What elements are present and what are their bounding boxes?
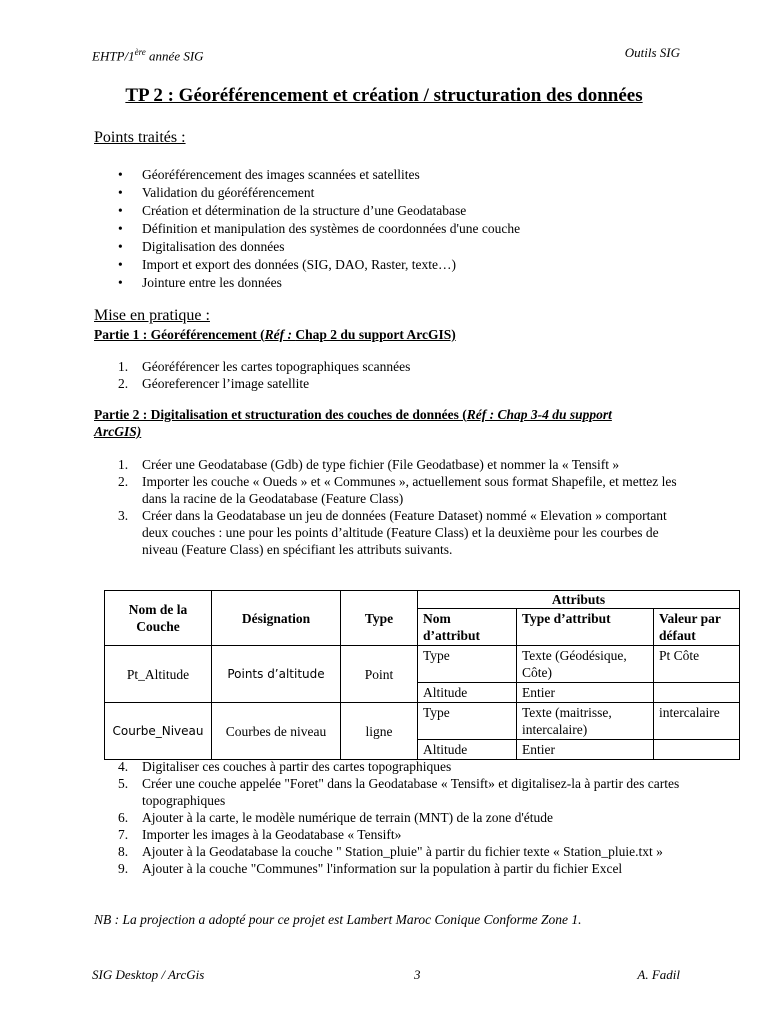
table-row (105, 703, 740, 740)
cell-designation: Points d’altitude (212, 646, 341, 703)
points-list (118, 166, 520, 292)
table-row (105, 646, 740, 683)
list-item: • Import et export des données (SIG, DAO, Raster, texte…) (118, 256, 520, 274)
footer-right: A. Fadil (637, 967, 680, 982)
cell-attr-nom: Altitude (418, 683, 517, 703)
cell-attr-type: Entier (517, 740, 654, 760)
cell-type: Point (341, 646, 418, 703)
th-designation: Désignation (212, 591, 341, 646)
list-item: 7. Importer les images à la Geodatabase « Tensift» (118, 827, 402, 842)
list-item: 2. Géoreferencer l’image satellite (118, 376, 310, 391)
list-item: • Digitalisation des données (118, 238, 520, 256)
cell-type: ligne (341, 703, 418, 760)
list-item: 8. Ajouter à la Geodatabase la couche " Station_pluie" à partir du fichier texte « Station_pluie.txt » (118, 844, 663, 859)
list-item: • Géoréférencement des images scannées et satellites (118, 166, 520, 184)
cell-attr-type: Texte (maitrisse, intercalaire) (517, 703, 654, 740)
cell-attr-type: Texte (Géodésique, Côte) (517, 646, 654, 683)
page-header (92, 44, 680, 64)
page-title: TP 2 : Géoréférencement et création / structuration des données (125, 85, 643, 106)
th-type-attribut: Type d’attribut (517, 609, 654, 646)
part1-steps (118, 358, 688, 392)
list-item: 1. Géoréférencer les cartes topographiques scannées (118, 359, 411, 374)
part2-steps-a (118, 456, 688, 558)
cell-attr-nom: Altitude (418, 740, 517, 760)
cell-attr-defaut (654, 683, 740, 703)
cell-attr-defaut: Pt Côte (654, 646, 740, 683)
list-item: • Jointure entre les données (118, 274, 520, 292)
th-valeur-defaut: Valeur par défaut (654, 609, 740, 646)
page-footer (92, 966, 680, 983)
page-number: 3 (414, 967, 421, 982)
part1-heading: Partie 1 : Géoréférencement (Réf : Chap 2 du support ArcGIS) (94, 327, 456, 342)
cell-couche: Pt_Altitude (105, 646, 212, 703)
nb-note: NB : La projection a adopté pour ce projet est Lambert Maroc Conique Conforme Zone 1. (94, 912, 582, 927)
list-item: • Définition et manipulation des systèmes de coordonnées d'une couche (118, 220, 520, 238)
cell-attr-defaut: intercalaire (654, 703, 740, 740)
list-item: • Validation du géoréférencement (118, 184, 520, 202)
th-type: Type (341, 591, 418, 646)
list-item: 4. Digitaliser ces couches à partir des cartes topographiques (118, 759, 452, 774)
th-nom-attribut: Nom d’attribut (418, 609, 517, 646)
cell-designation: Courbes de niveau (212, 703, 341, 760)
cell-attr-nom: Type (418, 703, 517, 740)
list-item: 1. Créer une Geodatabase (Gdb) de type fichier (File Geodatbase) et nommer la « Tensift » (118, 457, 620, 472)
points-heading: Points traités : (94, 129, 186, 146)
list-item: • Création et détermination de la structure d’une Geodatabase (118, 202, 520, 220)
list-item: 5. Créer une couche appelée "Foret" dans la Geodatabase « Tensift» et digitalisez-la à partir des cartes topographiques (118, 776, 680, 808)
th-nom-couche: Nom de la Couche (105, 591, 212, 646)
list-item: 2. Importer les couche « Oueds » et « Communes », actuellement sous format Shapefile, et mettez les dans la racine de la Geodatabase (Feature Class) (118, 474, 677, 506)
cell-couche: Courbe_Niveau (105, 703, 212, 760)
list-item: 9. Ajouter à la couche "Communes" l'information sur la population à partir du fichier Excel (118, 861, 623, 876)
footer-left: SIG Desktop / ArcGis (92, 967, 205, 982)
list-item: 3. Créer dans la Geodatabase un jeu de données (Feature Dataset) nommé « Elevation » comportant deux couches : une pour les points d’altitude (Feature Class) et la deuxième pour les courbes de niveau (Feature Class) en spécifiant les attributs suivants. (118, 508, 667, 557)
cell-attr-type: Entier (517, 683, 654, 703)
mise-heading: Mise en pratique : (94, 307, 210, 324)
header-right: Outils SIG (624, 45, 680, 60)
part2-heading: Partie 2 : Digitalisation et structuration des couches de données (Réf : Chap 3-4 du support ArcGIS) (94, 407, 612, 439)
th-attributs: Attributs (418, 591, 740, 609)
header-left: EHTP/1ère année SIG (92, 47, 204, 64)
cell-attr-defaut (654, 740, 740, 760)
part2-steps-b (118, 758, 688, 877)
list-item: 6. Ajouter à la carte, le modèle numérique de terrain (MNT) de la zone d'étude (118, 810, 553, 825)
cell-attr-nom: Type (418, 646, 517, 683)
attributes-table (104, 590, 740, 760)
